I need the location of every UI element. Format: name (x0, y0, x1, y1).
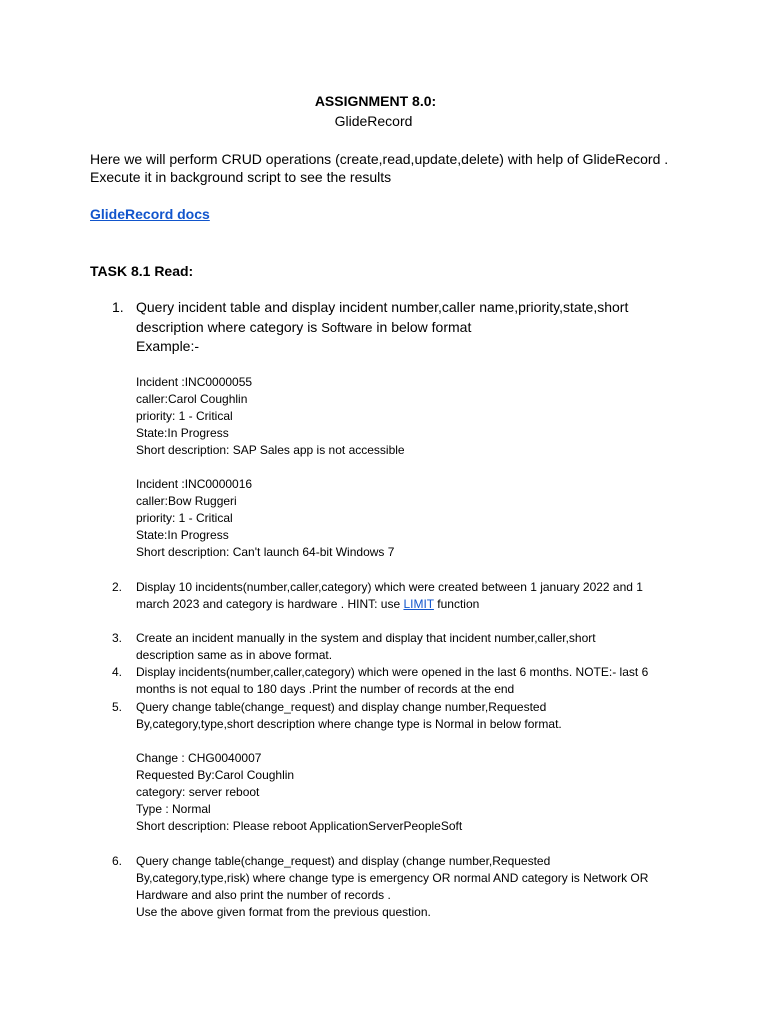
question-text-part: description where category is (136, 318, 322, 335)
incident-short-description: Short description: SAP Sales app is not accessible (136, 443, 405, 457)
limit-link[interactable]: LIMIT (403, 597, 434, 611)
intro-line: Here we will perform CRUD operations (create,read,update,delete) with help of GlideRecord . (90, 151, 669, 167)
incident-number: Incident :INC0000016 (136, 477, 253, 491)
question-line: Display incidents(number,caller,category) which were opened in the last 6 months. NOTE:- last 6 (136, 665, 649, 679)
incident-priority: priority: 1 - Critical (136, 511, 233, 525)
example-incident-2 (136, 476, 394, 561)
list-number: 1. (112, 299, 124, 315)
question-line: Query change table(change_request) and display change number,Requested (136, 700, 547, 714)
question-text (136, 630, 596, 664)
question-text (136, 298, 628, 357)
assignment-subtitle: GlideRecord (334, 113, 413, 129)
question-line: By,category,type,short description where change type is Normal in below format. (136, 717, 562, 731)
question-text-part: march 2023 and category is hardware . HINT: use (136, 597, 404, 611)
question-line: Display 10 incidents(number,caller,category) which were created between 1 january 2022 and 1 (136, 580, 643, 594)
question-line: description same as in above format. (136, 648, 333, 662)
incident-short-description: Short description: Can't launch 64-bit Windows 7 (136, 545, 395, 559)
question-line: Create an incident manually in the system and display that incident number,caller,short (136, 631, 596, 645)
question-line (136, 596, 643, 613)
incident-caller: caller:Bow Ruggeri (136, 494, 237, 508)
list-number: 2. (112, 580, 123, 594)
change-number: Change : CHG0040007 (136, 751, 262, 765)
change-category: category: server reboot (136, 785, 260, 799)
example-incident-1 (136, 374, 405, 459)
example-change (136, 750, 462, 835)
question-text (136, 664, 648, 698)
intro-paragraph (90, 150, 668, 186)
question-line: Query change table(change_request) and display (change number,Requested (136, 854, 551, 868)
gliderecord-docs-link[interactable]: GlideRecord docs (90, 206, 210, 222)
question-text (136, 853, 648, 921)
question-text (136, 579, 643, 613)
question-text (136, 699, 562, 733)
incident-state: State:In Progress (136, 426, 229, 440)
incident-number: Incident :INC0000055 (136, 375, 253, 389)
change-requested-by: Requested By:Carol Coughlin (136, 768, 295, 782)
list-number: 6. (112, 854, 123, 868)
assignment-title: ASSIGNMENT 8.0: (314, 93, 437, 109)
incident-priority: priority: 1 - Critical (136, 409, 233, 423)
change-type: Type : Normal (136, 802, 211, 816)
question-line (136, 318, 628, 338)
question-line: By,category,type,risk) where change type is emergency OR normal AND category is Network OR (136, 871, 649, 885)
question-line: Use the above given format from the previous question. (136, 905, 431, 919)
question-text-part: function (433, 597, 480, 611)
incident-state: State:In Progress (136, 528, 229, 542)
question-line: Example:- (136, 338, 200, 354)
incident-caller: caller:Carol Coughlin (136, 392, 248, 406)
question-line: months is not equal to 180 days .Print the number of records at the end (136, 682, 515, 696)
category-term: Software (321, 319, 373, 335)
list-number: 5. (112, 700, 123, 714)
intro-line: Execute it in background script to see the results (90, 169, 392, 185)
question-line: Hardware and also print the number of records . (136, 888, 391, 902)
question-line: Query incident table and display incident number,caller name,priority,state,short (136, 299, 629, 315)
task-heading: TASK 8.1 Read: (90, 263, 194, 279)
list-number: 3. (112, 631, 123, 645)
question-text-part: in below format (372, 318, 472, 335)
list-number: 4. (112, 665, 123, 679)
change-short-description: Short description: Please reboot ApplicationServerPeopleSoft (136, 819, 463, 833)
